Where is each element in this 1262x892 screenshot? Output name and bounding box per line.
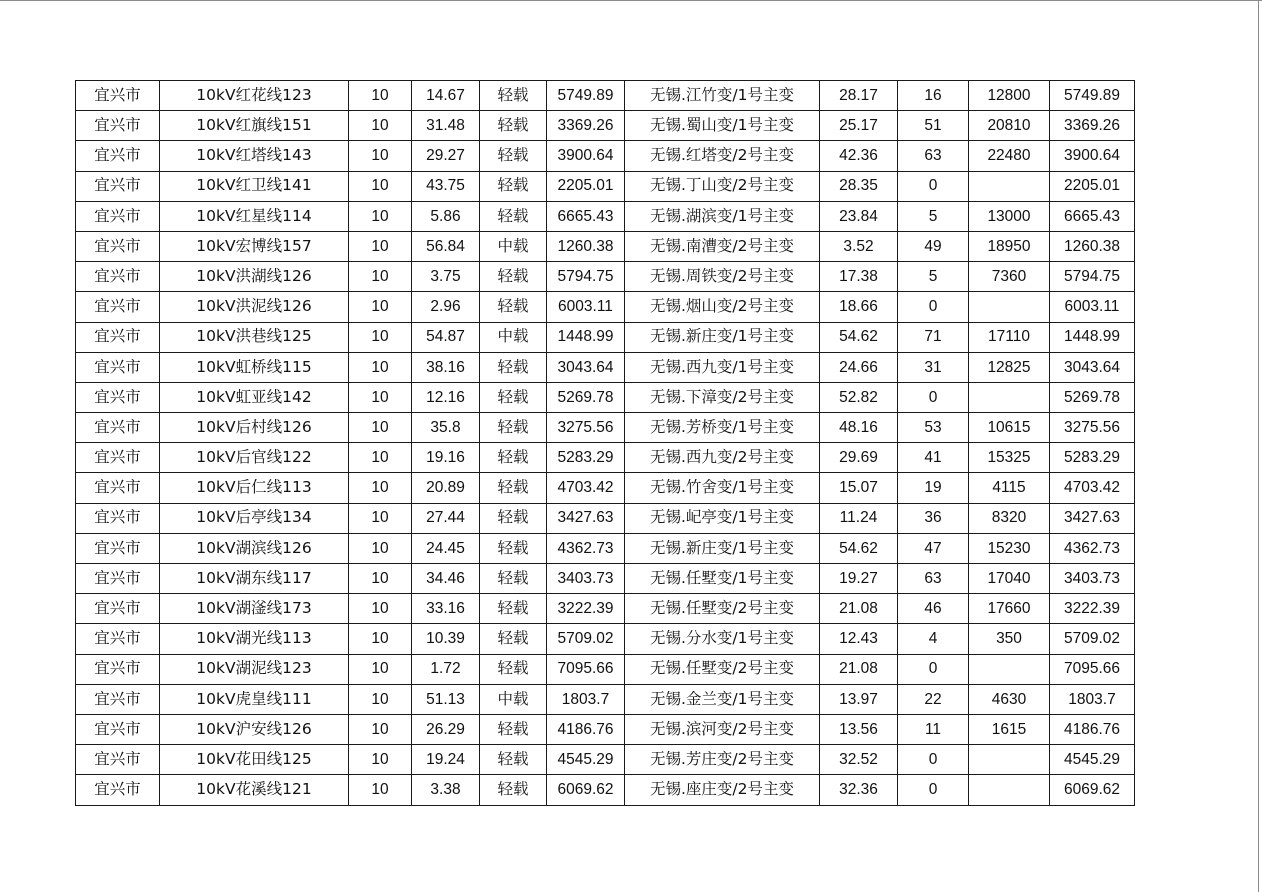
table-row <box>76 503 1135 533</box>
voltage-cell: 10 <box>349 775 412 805</box>
table-row <box>76 171 1135 201</box>
voltage-cell: 10 <box>349 201 412 231</box>
voltage-cell: 10 <box>349 714 412 744</box>
user-capacity-cell: 4630 <box>969 684 1050 714</box>
load-rate-cell: 29.27 <box>412 141 480 171</box>
city-cell: 宜兴市 <box>76 745 160 775</box>
load-rate-cell: 31.48 <box>412 111 480 141</box>
load-status-cell: 轻载 <box>480 533 547 563</box>
table-row <box>76 413 1135 443</box>
city-cell: 宜兴市 <box>76 322 160 352</box>
capacity-cell: 1803.7 <box>547 684 625 714</box>
transformer-cell: 无锡.新庄变/1号主变 <box>625 533 820 563</box>
user-count-cell: 47 <box>898 533 969 563</box>
load-rate-cell: 1.72 <box>412 654 480 684</box>
capacity-cell: 3900.64 <box>547 141 625 171</box>
transformer-cell: 无锡.烟山变/2号主变 <box>625 292 820 322</box>
transformer-load-cell: 13.56 <box>820 714 898 744</box>
capacity-cell: 4545.29 <box>547 745 625 775</box>
line-name-cell: 10kV后亭线134 <box>160 503 349 533</box>
voltage-cell: 10 <box>349 684 412 714</box>
user-count-cell: 41 <box>898 443 969 473</box>
city-cell: 宜兴市 <box>76 473 160 503</box>
available-capacity-cell: 5749.89 <box>1050 81 1135 111</box>
voltage-cell: 10 <box>349 382 412 412</box>
table-row <box>76 231 1135 261</box>
city-cell: 宜兴市 <box>76 624 160 654</box>
user-count-cell: 31 <box>898 352 969 382</box>
line-name-cell: 10kV宏博线157 <box>160 231 349 261</box>
transformer-cell: 无锡.滨河变/2号主变 <box>625 714 820 744</box>
available-capacity-cell: 3043.64 <box>1050 352 1135 382</box>
capacity-cell: 1260.38 <box>547 231 625 261</box>
table-row <box>76 111 1135 141</box>
line-name-cell: 10kV后村线126 <box>160 413 349 443</box>
available-capacity-cell: 6003.11 <box>1050 292 1135 322</box>
load-rate-cell: 10.39 <box>412 624 480 654</box>
line-name-cell: 10kV虎皇线111 <box>160 684 349 714</box>
transformer-load-cell: 3.52 <box>820 231 898 261</box>
city-cell: 宜兴市 <box>76 292 160 322</box>
city-cell: 宜兴市 <box>76 413 160 443</box>
voltage-cell: 10 <box>349 654 412 684</box>
transformer-cell: 无锡.座庄变/2号主变 <box>625 775 820 805</box>
available-capacity-cell: 5709.02 <box>1050 624 1135 654</box>
line-name-cell: 10kV虹亚线142 <box>160 382 349 412</box>
user-count-cell: 4 <box>898 624 969 654</box>
user-capacity-cell: 12800 <box>969 81 1050 111</box>
table-row <box>76 262 1135 292</box>
load-status-cell: 中载 <box>480 684 547 714</box>
transformer-cell: 无锡.芳桥变/1号主变 <box>625 413 820 443</box>
load-rate-cell: 51.13 <box>412 684 480 714</box>
available-capacity-cell: 4703.42 <box>1050 473 1135 503</box>
line-name-cell: 10kV湖滨线126 <box>160 533 349 563</box>
user-count-cell: 71 <box>898 322 969 352</box>
available-capacity-cell: 3427.63 <box>1050 503 1135 533</box>
load-rate-cell: 19.16 <box>412 443 480 473</box>
available-capacity-cell: 7095.66 <box>1050 654 1135 684</box>
user-capacity-cell: 17660 <box>969 594 1050 624</box>
capacity-cell: 2205.01 <box>547 171 625 201</box>
city-cell: 宜兴市 <box>76 775 160 805</box>
table-row <box>76 352 1135 382</box>
line-name-cell: 10kV沪安线126 <box>160 714 349 744</box>
user-count-cell: 16 <box>898 81 969 111</box>
load-status-cell: 轻载 <box>480 171 547 201</box>
capacity-cell: 5283.29 <box>547 443 625 473</box>
load-rate-cell: 24.45 <box>412 533 480 563</box>
user-count-cell: 0 <box>898 292 969 322</box>
transformer-cell: 无锡.红塔变/2号主变 <box>625 141 820 171</box>
user-capacity-cell: 7360 <box>969 262 1050 292</box>
transformer-load-cell: 32.52 <box>820 745 898 775</box>
capacity-cell: 3403.73 <box>547 564 625 594</box>
city-cell: 宜兴市 <box>76 262 160 292</box>
voltage-cell: 10 <box>349 443 412 473</box>
load-status-cell: 轻载 <box>480 141 547 171</box>
transformer-cell: 无锡.下漳变/2号主变 <box>625 382 820 412</box>
capacity-cell: 3222.39 <box>547 594 625 624</box>
line-name-cell: 10kV红花线123 <box>160 81 349 111</box>
user-count-cell: 0 <box>898 382 969 412</box>
city-cell: 宜兴市 <box>76 443 160 473</box>
capacity-cell: 5709.02 <box>547 624 625 654</box>
load-rate-cell: 38.16 <box>412 352 480 382</box>
capacity-cell: 3043.64 <box>547 352 625 382</box>
load-status-cell: 轻载 <box>480 745 547 775</box>
transformer-cell: 无锡.竹舍变/1号主变 <box>625 473 820 503</box>
transformer-cell: 无锡.分水变/1号主变 <box>625 624 820 654</box>
transformer-load-cell: 15.07 <box>820 473 898 503</box>
transformer-load-cell: 11.24 <box>820 503 898 533</box>
capacity-cell: 4703.42 <box>547 473 625 503</box>
voltage-cell: 10 <box>349 624 412 654</box>
available-capacity-cell: 1448.99 <box>1050 322 1135 352</box>
user-capacity-cell: 20810 <box>969 111 1050 141</box>
city-cell: 宜兴市 <box>76 201 160 231</box>
load-status-cell: 轻载 <box>480 352 547 382</box>
user-count-cell: 36 <box>898 503 969 533</box>
table-row <box>76 654 1135 684</box>
transformer-load-cell: 12.43 <box>820 624 898 654</box>
transformer-load-cell: 52.82 <box>820 382 898 412</box>
table-row <box>76 533 1135 563</box>
line-name-cell: 10kV红塔线143 <box>160 141 349 171</box>
transformer-load-cell: 17.38 <box>820 262 898 292</box>
user-count-cell: 46 <box>898 594 969 624</box>
page-right-edge <box>1258 0 1259 892</box>
user-capacity-cell <box>969 171 1050 201</box>
user-capacity-cell <box>969 745 1050 775</box>
voltage-cell: 10 <box>349 503 412 533</box>
load-status-cell: 轻载 <box>480 382 547 412</box>
user-capacity-cell: 12825 <box>969 352 1050 382</box>
transformer-load-cell: 28.17 <box>820 81 898 111</box>
line-name-cell: 10kV红旗线151 <box>160 111 349 141</box>
table-row <box>76 473 1135 503</box>
load-rate-cell: 33.16 <box>412 594 480 624</box>
transformer-load-cell: 24.66 <box>820 352 898 382</box>
voltage-cell: 10 <box>349 292 412 322</box>
available-capacity-cell: 3369.26 <box>1050 111 1135 141</box>
available-capacity-cell: 3222.39 <box>1050 594 1135 624</box>
transformer-load-cell: 21.08 <box>820 654 898 684</box>
user-count-cell: 63 <box>898 141 969 171</box>
user-capacity-cell: 4115 <box>969 473 1050 503</box>
load-rate-cell: 3.75 <box>412 262 480 292</box>
city-cell: 宜兴市 <box>76 564 160 594</box>
user-count-cell: 19 <box>898 473 969 503</box>
table-row <box>76 322 1135 352</box>
transformer-load-cell: 32.36 <box>820 775 898 805</box>
load-rate-cell: 5.86 <box>412 201 480 231</box>
user-capacity-cell <box>969 292 1050 322</box>
transformer-cell: 无锡.屺亭变/1号主变 <box>625 503 820 533</box>
load-rate-cell: 54.87 <box>412 322 480 352</box>
load-status-cell: 轻载 <box>480 413 547 443</box>
transformer-cell: 无锡.西九变/1号主变 <box>625 352 820 382</box>
available-capacity-cell: 6069.62 <box>1050 775 1135 805</box>
transformer-cell: 无锡.蜀山变/1号主变 <box>625 111 820 141</box>
line-name-cell: 10kV湖东线117 <box>160 564 349 594</box>
transformer-cell: 无锡.任墅变/1号主变 <box>625 564 820 594</box>
city-cell: 宜兴市 <box>76 81 160 111</box>
load-status-cell: 轻载 <box>480 594 547 624</box>
capacity-cell: 3427.63 <box>547 503 625 533</box>
city-cell: 宜兴市 <box>76 382 160 412</box>
city-cell: 宜兴市 <box>76 231 160 261</box>
line-name-cell: 10kV洪湖线126 <box>160 262 349 292</box>
user-capacity-cell: 8320 <box>969 503 1050 533</box>
line-name-cell: 10kV湖光线113 <box>160 624 349 654</box>
line-name-cell: 10kV后官线122 <box>160 443 349 473</box>
transformer-load-cell: 18.66 <box>820 292 898 322</box>
user-count-cell: 53 <box>898 413 969 443</box>
load-rate-cell: 3.38 <box>412 775 480 805</box>
table-row <box>76 201 1135 231</box>
load-rate-cell: 43.75 <box>412 171 480 201</box>
load-status-cell: 轻载 <box>480 81 547 111</box>
transformer-load-cell: 29.69 <box>820 443 898 473</box>
capacity-cell: 6665.43 <box>547 201 625 231</box>
user-count-cell: 0 <box>898 775 969 805</box>
line-name-cell: 10kV花田线125 <box>160 745 349 775</box>
transformer-load-cell: 21.08 <box>820 594 898 624</box>
available-capacity-cell: 4545.29 <box>1050 745 1135 775</box>
load-status-cell: 轻载 <box>480 111 547 141</box>
user-capacity-cell: 22480 <box>969 141 1050 171</box>
line-name-cell: 10kV湖泥线123 <box>160 654 349 684</box>
available-capacity-cell: 3275.56 <box>1050 413 1135 443</box>
city-cell: 宜兴市 <box>76 503 160 533</box>
transformer-cell: 无锡.周铁变/2号主变 <box>625 262 820 292</box>
user-capacity-cell: 15325 <box>969 443 1050 473</box>
load-status-cell: 中载 <box>480 231 547 261</box>
table-row <box>76 684 1135 714</box>
available-capacity-cell: 5269.78 <box>1050 382 1135 412</box>
available-capacity-cell: 4186.76 <box>1050 714 1135 744</box>
table-row <box>76 443 1135 473</box>
user-capacity-cell: 10615 <box>969 413 1050 443</box>
voltage-cell: 10 <box>349 413 412 443</box>
user-capacity-cell <box>969 775 1050 805</box>
load-status-cell: 轻载 <box>480 443 547 473</box>
available-capacity-cell: 1260.38 <box>1050 231 1135 261</box>
load-status-cell: 轻载 <box>480 654 547 684</box>
available-capacity-cell: 5794.75 <box>1050 262 1135 292</box>
load-rate-cell: 56.84 <box>412 231 480 261</box>
city-cell: 宜兴市 <box>76 684 160 714</box>
capacity-cell: 6069.62 <box>547 775 625 805</box>
line-name-cell: 10kV红卫线141 <box>160 171 349 201</box>
load-status-cell: 轻载 <box>480 624 547 654</box>
transformer-cell: 无锡.任墅变/2号主变 <box>625 594 820 624</box>
line-name-cell: 10kV花溪线121 <box>160 775 349 805</box>
transformer-load-cell: 42.36 <box>820 141 898 171</box>
capacity-cell: 5269.78 <box>547 382 625 412</box>
transformer-cell: 无锡.南漕变/2号主变 <box>625 231 820 261</box>
available-capacity-cell: 5283.29 <box>1050 443 1135 473</box>
transformer-cell: 无锡.湖滨变/1号主变 <box>625 201 820 231</box>
city-cell: 宜兴市 <box>76 171 160 201</box>
load-status-cell: 轻载 <box>480 262 547 292</box>
voltage-cell: 10 <box>349 564 412 594</box>
capacity-cell: 5749.89 <box>547 81 625 111</box>
capacity-cell: 7095.66 <box>547 654 625 684</box>
transformer-cell: 无锡.芳庄变/2号主变 <box>625 745 820 775</box>
table-row <box>76 81 1135 111</box>
table-row <box>76 141 1135 171</box>
table-row <box>76 745 1135 775</box>
city-cell: 宜兴市 <box>76 141 160 171</box>
load-status-cell: 轻载 <box>480 201 547 231</box>
table-row <box>76 292 1135 322</box>
voltage-cell: 10 <box>349 171 412 201</box>
transformer-cell: 无锡.江竹变/1号主变 <box>625 81 820 111</box>
user-capacity-cell: 1615 <box>969 714 1050 744</box>
load-rate-cell: 20.89 <box>412 473 480 503</box>
user-capacity-cell: 13000 <box>969 201 1050 231</box>
load-rate-cell: 2.96 <box>412 292 480 322</box>
transformer-cell: 无锡.丁山变/2号主变 <box>625 171 820 201</box>
voltage-cell: 10 <box>349 322 412 352</box>
table-row <box>76 382 1135 412</box>
available-capacity-cell: 1803.7 <box>1050 684 1135 714</box>
load-rate-cell: 34.46 <box>412 564 480 594</box>
available-capacity-cell: 2205.01 <box>1050 171 1135 201</box>
transformer-load-cell: 28.35 <box>820 171 898 201</box>
city-cell: 宜兴市 <box>76 714 160 744</box>
transformer-cell: 无锡.金兰变/1号主变 <box>625 684 820 714</box>
table-row <box>76 624 1135 654</box>
line-name-cell: 10kV湖滏线173 <box>160 594 349 624</box>
load-status-cell: 轻载 <box>480 714 547 744</box>
user-count-cell: 5 <box>898 201 969 231</box>
available-capacity-cell: 4362.73 <box>1050 533 1135 563</box>
voltage-cell: 10 <box>349 231 412 261</box>
transformer-load-cell: 23.84 <box>820 201 898 231</box>
capacity-cell: 4186.76 <box>547 714 625 744</box>
capacity-cell: 3369.26 <box>547 111 625 141</box>
line-name-cell: 10kV红星线114 <box>160 201 349 231</box>
user-count-cell: 0 <box>898 654 969 684</box>
feeder-load-table <box>75 80 1135 806</box>
load-rate-cell: 35.8 <box>412 413 480 443</box>
table-row <box>76 594 1135 624</box>
user-capacity-cell: 15230 <box>969 533 1050 563</box>
capacity-cell: 1448.99 <box>547 322 625 352</box>
city-cell: 宜兴市 <box>76 111 160 141</box>
line-name-cell: 10kV洪泥线126 <box>160 292 349 322</box>
table-row <box>76 714 1135 744</box>
table-body <box>76 81 1135 806</box>
user-capacity-cell: 18950 <box>969 231 1050 261</box>
voltage-cell: 10 <box>349 745 412 775</box>
load-status-cell: 轻载 <box>480 473 547 503</box>
available-capacity-cell: 6665.43 <box>1050 201 1135 231</box>
transformer-load-cell: 54.62 <box>820 322 898 352</box>
voltage-cell: 10 <box>349 111 412 141</box>
available-capacity-cell: 3900.64 <box>1050 141 1135 171</box>
table-row <box>76 564 1135 594</box>
user-count-cell: 5 <box>898 262 969 292</box>
load-rate-cell: 26.29 <box>412 714 480 744</box>
user-capacity-cell: 17110 <box>969 322 1050 352</box>
capacity-cell: 5794.75 <box>547 262 625 292</box>
load-status-cell: 轻载 <box>480 503 547 533</box>
transformer-load-cell: 48.16 <box>820 413 898 443</box>
voltage-cell: 10 <box>349 594 412 624</box>
load-rate-cell: 27.44 <box>412 503 480 533</box>
user-capacity-cell: 17040 <box>969 564 1050 594</box>
load-status-cell: 轻载 <box>480 292 547 322</box>
voltage-cell: 10 <box>349 473 412 503</box>
user-count-cell: 63 <box>898 564 969 594</box>
city-cell: 宜兴市 <box>76 352 160 382</box>
transformer-cell: 无锡.西九变/2号主变 <box>625 443 820 473</box>
load-rate-cell: 12.16 <box>412 382 480 412</box>
user-count-cell: 0 <box>898 171 969 201</box>
feeder-table-container <box>75 80 1135 806</box>
line-name-cell: 10kV后仁线113 <box>160 473 349 503</box>
voltage-cell: 10 <box>349 81 412 111</box>
user-count-cell: 51 <box>898 111 969 141</box>
city-cell: 宜兴市 <box>76 594 160 624</box>
city-cell: 宜兴市 <box>76 654 160 684</box>
user-capacity-cell <box>969 382 1050 412</box>
voltage-cell: 10 <box>349 352 412 382</box>
transformer-load-cell: 13.97 <box>820 684 898 714</box>
transformer-load-cell: 19.27 <box>820 564 898 594</box>
line-name-cell: 10kV虹桥线115 <box>160 352 349 382</box>
load-status-cell: 轻载 <box>480 564 547 594</box>
page-top-edge <box>0 0 1262 1</box>
voltage-cell: 10 <box>349 141 412 171</box>
user-count-cell: 11 <box>898 714 969 744</box>
load-status-cell: 中载 <box>480 322 547 352</box>
transformer-cell: 无锡.任墅变/2号主变 <box>625 654 820 684</box>
user-count-cell: 0 <box>898 745 969 775</box>
capacity-cell: 6003.11 <box>547 292 625 322</box>
user-capacity-cell: 350 <box>969 624 1050 654</box>
user-capacity-cell <box>969 654 1050 684</box>
voltage-cell: 10 <box>349 533 412 563</box>
city-cell: 宜兴市 <box>76 533 160 563</box>
available-capacity-cell: 3403.73 <box>1050 564 1135 594</box>
capacity-cell: 3275.56 <box>547 413 625 443</box>
line-name-cell: 10kV洪巷线125 <box>160 322 349 352</box>
load-status-cell: 轻载 <box>480 775 547 805</box>
load-rate-cell: 19.24 <box>412 745 480 775</box>
user-count-cell: 49 <box>898 231 969 261</box>
voltage-cell: 10 <box>349 262 412 292</box>
user-count-cell: 22 <box>898 684 969 714</box>
capacity-cell: 4362.73 <box>547 533 625 563</box>
load-rate-cell: 14.67 <box>412 81 480 111</box>
transformer-cell: 无锡.新庄变/1号主变 <box>625 322 820 352</box>
transformer-load-cell: 54.62 <box>820 533 898 563</box>
table-row <box>76 775 1135 805</box>
transformer-load-cell: 25.17 <box>820 111 898 141</box>
